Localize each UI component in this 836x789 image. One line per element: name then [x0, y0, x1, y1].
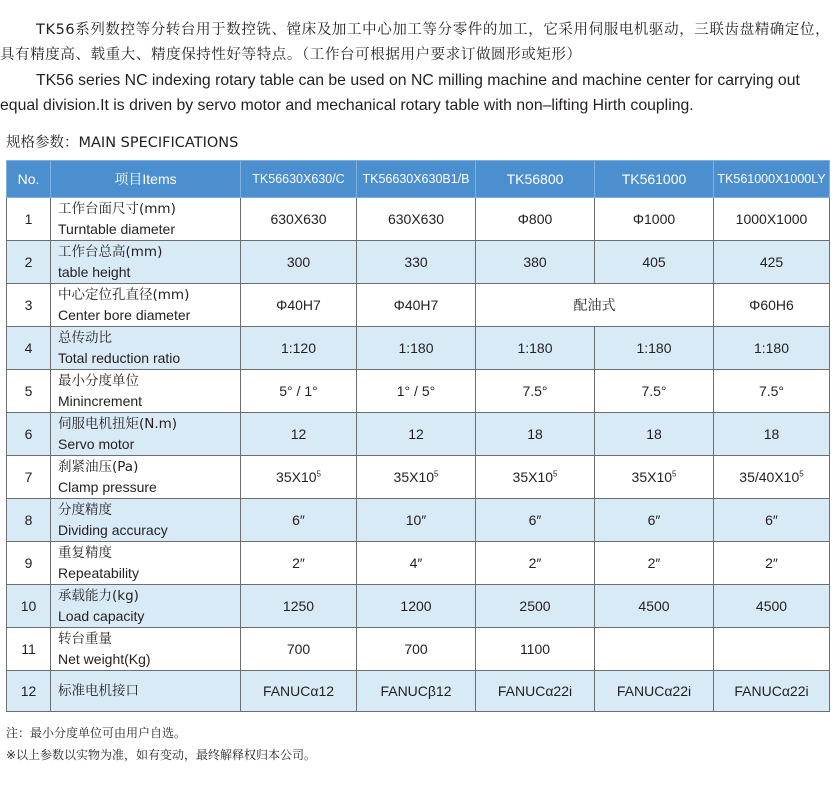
item-cn: 承载能力(kg): [58, 588, 139, 604]
cell-value: Φ1000: [595, 198, 714, 241]
cell-value: 1° / 5°: [357, 370, 476, 413]
cell-value: [714, 456, 830, 499]
header-model-4: TK561000: [595, 161, 714, 198]
cell-value: 4″: [357, 542, 476, 585]
item-cn: 刹紧油压(Pa): [58, 459, 139, 475]
cell-value: 1:180: [476, 327, 595, 370]
row-no: 5: [7, 370, 51, 413]
cell-value: 12: [357, 413, 476, 456]
table-row: [7, 499, 830, 542]
cell-value: Φ40H7: [357, 284, 476, 327]
row-item: [51, 671, 241, 712]
cell-value: 1:120: [241, 327, 357, 370]
value-exponent: 5: [553, 469, 558, 479]
value-base: 35X10: [512, 469, 554, 485]
table-row: [7, 370, 830, 413]
row-no: 1: [7, 198, 51, 241]
item-en: Servo motor: [58, 436, 135, 452]
footnote-2: ※以上参数以实物为准，如有变动，最终解释权归本公司。: [6, 748, 317, 762]
value-exponent: 5: [434, 469, 439, 479]
spec-title: 规格参数：MAIN SPECIFICATIONS: [6, 135, 239, 151]
item-en: table height: [58, 264, 131, 280]
cell-value: 1:180: [595, 327, 714, 370]
item-en: Repeatability: [58, 565, 139, 581]
table-row: [7, 284, 830, 327]
cell-value: FANUCα22i: [714, 671, 830, 712]
cell-value: FANUCα22i: [476, 671, 595, 712]
cell-value: 12: [241, 413, 357, 456]
row-item: [51, 284, 241, 327]
cell-value: [595, 628, 714, 671]
row-item: [51, 413, 241, 456]
header-row: [7, 161, 830, 198]
cell-value: 630X630: [357, 198, 476, 241]
cell-value: [714, 628, 830, 671]
cell-value: 380: [476, 241, 595, 284]
row-item: [51, 628, 241, 671]
header-items: 项目Items: [51, 161, 241, 198]
cell-value: Φ60H6: [714, 284, 830, 327]
table-row: [7, 542, 830, 585]
cell-value: 1:180: [714, 327, 830, 370]
cell-value-merged: 配油式: [476, 284, 714, 327]
row-no: 10: [7, 585, 51, 628]
row-no: 3: [7, 284, 51, 327]
cell-value: 2500: [476, 585, 595, 628]
cell-value: 18: [476, 413, 595, 456]
row-item: [51, 456, 241, 499]
cell-value: 700: [357, 628, 476, 671]
cell-value: 5° / 1°: [241, 370, 357, 413]
item-en: Net weight(Kg): [58, 651, 151, 667]
value-base: 35X10: [631, 469, 673, 485]
row-item: [51, 370, 241, 413]
header-no: No.: [7, 161, 51, 198]
row-no: 9: [7, 542, 51, 585]
item-en: Load capacity: [58, 608, 145, 624]
item-cn: 工作台总高(mm): [58, 244, 163, 260]
item-cn: 重复精度: [58, 545, 112, 561]
row-item: [51, 585, 241, 628]
item-cn: 中心定位孔直径(mm): [58, 287, 190, 303]
row-no: 4: [7, 327, 51, 370]
cell-value: 425: [714, 241, 830, 284]
cell-value: 1:180: [357, 327, 476, 370]
row-no: 7: [7, 456, 51, 499]
cell-value: 6″: [241, 499, 357, 542]
item-cn: 最小分度单位: [58, 373, 139, 389]
row-item: [51, 542, 241, 585]
item-cn: 分度精度: [58, 502, 112, 518]
row-item: [51, 198, 241, 241]
row-item: [51, 327, 241, 370]
cell-value: [476, 456, 595, 499]
cell-value: 2″: [595, 542, 714, 585]
item-cn: 伺服电机扭矩(N.m): [58, 416, 178, 432]
header-model-3: TK56800: [476, 161, 595, 198]
row-no: 2: [7, 241, 51, 284]
spec-table: [6, 160, 830, 712]
value-base: 35X10: [393, 469, 435, 485]
table-row: [7, 585, 830, 628]
cell-value: 1100: [476, 628, 595, 671]
table-row: [7, 671, 830, 712]
intro-chinese: [0, 18, 836, 68]
item-cn: 总传动比: [58, 330, 112, 346]
item-en: Minincrement: [58, 393, 143, 409]
intro-cn-text: TK56系列数控等分转台用于数控铣、镗床及加工中心加工等分零件的加工，它采用伺服电机驱动，三联齿盘精确定位，具有精度高、载重大、精度保持性好等特点。（工作台可根据用户要求订做圆形或矩形）: [0, 22, 831, 63]
cell-value: [241, 456, 357, 499]
cell-value: 7.5°: [476, 370, 595, 413]
table-row: [7, 327, 830, 370]
cell-value: [595, 456, 714, 499]
intro-en-text: TK56 series NC indexing rotary table can be used on NC milling machine and machine center for carrying out equal division.It is driven by servo motor and mechanical rotary table with non–lifting Hirth coupling.: [0, 72, 800, 114]
footnote-1: 注：最小分度单位可由用户自选。: [6, 726, 187, 740]
value-exponent: 5: [672, 469, 677, 479]
value-exponent: 5: [799, 469, 804, 479]
cell-value: 700: [241, 628, 357, 671]
row-no: 11: [7, 628, 51, 671]
cell-value: 18: [595, 413, 714, 456]
row-no: 8: [7, 499, 51, 542]
cell-value: 2″: [714, 542, 830, 585]
table-row: [7, 241, 830, 284]
cell-value: 1250: [241, 585, 357, 628]
value-base: 35/40X10: [739, 469, 800, 485]
table-row: [7, 456, 830, 499]
cell-value: 330: [357, 241, 476, 284]
cell-value: FANUCα22i: [595, 671, 714, 712]
cell-value: 6″: [714, 499, 830, 542]
intro-english: [0, 68, 836, 118]
item-cn: 工作台面尺寸(mm): [58, 201, 176, 217]
cell-value: FANUCβ12: [357, 671, 476, 712]
cell-value: 4500: [714, 585, 830, 628]
header-model-5: TK561000X1000LY: [714, 161, 830, 198]
table-row: [7, 628, 830, 671]
cell-value: 2″: [476, 542, 595, 585]
cell-value: 2″: [241, 542, 357, 585]
item-cn: 转台重量: [58, 631, 112, 647]
item-en: Turntable diameter: [58, 221, 175, 237]
item-en: Total reduction ratio: [58, 350, 181, 366]
cell-value: 6″: [595, 499, 714, 542]
header-model-1: TK56630X630/C: [241, 161, 357, 198]
item-en: Center bore diameter: [58, 307, 191, 323]
cell-value: Φ40H7: [241, 284, 357, 327]
cell-value: Φ800: [476, 198, 595, 241]
footnotes: [6, 722, 316, 766]
row-no: 12: [7, 671, 51, 712]
header-model-2: TK56630X630B1/B: [357, 161, 476, 198]
table-row: [7, 198, 830, 241]
cell-value: 18: [714, 413, 830, 456]
cell-value: 630X630: [241, 198, 357, 241]
item-en: Clamp pressure: [58, 479, 157, 495]
cell-value: 405: [595, 241, 714, 284]
row-no: 6: [7, 413, 51, 456]
row-item: [51, 241, 241, 284]
cell-value: [357, 456, 476, 499]
value-exponent: 5: [316, 469, 321, 479]
cell-value: 300: [241, 241, 357, 284]
cell-value: 10″: [357, 499, 476, 542]
table-row: [7, 413, 830, 456]
row-item: [51, 499, 241, 542]
value-base: 35X10: [276, 469, 317, 485]
item-cn: 标准电机接口: [58, 683, 139, 699]
cell-value: 7.5°: [595, 370, 714, 413]
item-en: Dividing accuracy: [58, 522, 168, 538]
cell-value: 1000X1000: [714, 198, 830, 241]
cell-value: 7.5°: [714, 370, 830, 413]
cell-value: 1200: [357, 585, 476, 628]
cell-value: 6″: [476, 499, 595, 542]
cell-value: 4500: [595, 585, 714, 628]
cell-value: FANUCα12: [241, 671, 357, 712]
